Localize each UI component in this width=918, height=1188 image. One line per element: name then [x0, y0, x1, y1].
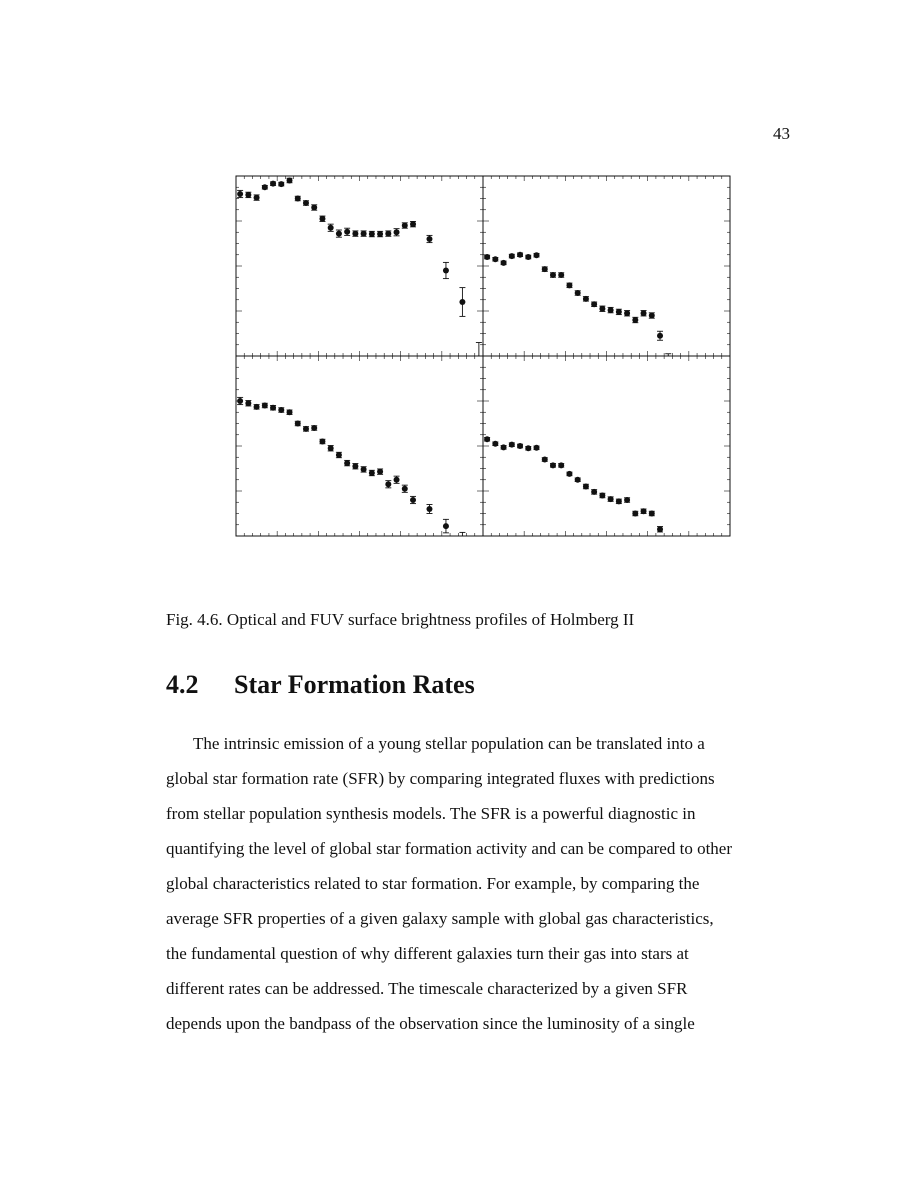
- data-point: [385, 231, 391, 237]
- data-point: [484, 254, 490, 260]
- data-point: [443, 523, 449, 529]
- data-point: [245, 192, 251, 198]
- data-point: [632, 511, 638, 517]
- data-point: [278, 407, 284, 413]
- data-point: [624, 497, 630, 503]
- data-point: [542, 457, 548, 463]
- data-point: [402, 223, 408, 229]
- data-point: [534, 252, 540, 258]
- data-point: [237, 191, 243, 197]
- section-title: Star Formation Rates: [234, 670, 475, 699]
- figure-caption: Fig. 4.6. Optical and FUV surface brightness profiles of Holmberg II: [166, 610, 635, 629]
- data-point: [525, 445, 531, 451]
- body-line: different rates can be addressed. The timescale characterized by a given SFR: [166, 979, 688, 998]
- data-point: [657, 333, 663, 339]
- data-point: [344, 460, 350, 466]
- data-point: [616, 309, 622, 315]
- data-point: [501, 444, 507, 450]
- data-point: [624, 310, 630, 316]
- data-point: [641, 310, 647, 316]
- body-line: quantifying the level of global star formation activity and can be compared to other: [166, 839, 733, 858]
- body-line: from stellar population synthesis models. The SFR is a powerful diagnostic in: [166, 804, 696, 823]
- data-point: [608, 307, 614, 313]
- body-line: the fundamental question of why different galaxies turn their gas into stars at: [166, 944, 689, 963]
- data-point: [245, 400, 251, 406]
- data-point: [501, 260, 507, 266]
- data-point: [566, 471, 572, 477]
- data-point: [303, 200, 309, 206]
- data-point: [550, 462, 556, 468]
- panel-frame-top-right: [483, 176, 730, 356]
- data-point: [426, 506, 432, 512]
- data-point: [328, 445, 334, 451]
- data-point: [534, 445, 540, 451]
- data-point: [394, 229, 400, 235]
- data-point: [262, 403, 268, 409]
- data-point: [278, 181, 284, 187]
- data-point: [311, 205, 317, 211]
- data-point: [361, 466, 367, 472]
- data-point: [550, 272, 556, 278]
- data-point: [583, 484, 589, 490]
- data-point: [525, 254, 531, 260]
- data-point: [632, 317, 638, 323]
- data-point: [336, 452, 342, 458]
- data-point: [311, 425, 317, 431]
- data-point: [237, 398, 243, 404]
- data-point: [303, 426, 309, 432]
- body-line: depends upon the bandpass of the observation since the luminosity of a single: [166, 1014, 695, 1033]
- data-point: [328, 225, 334, 231]
- data-point: [575, 290, 581, 296]
- data-point: [599, 493, 605, 499]
- data-point: [558, 272, 564, 278]
- data-point: [344, 229, 350, 235]
- data-point: [352, 231, 358, 237]
- data-point: [509, 253, 515, 259]
- data-point: [385, 481, 391, 487]
- body-line: The intrinsic emission of a young stellar population can be translated into a: [193, 734, 705, 753]
- data-point: [583, 296, 589, 302]
- data-point: [254, 404, 260, 410]
- data-point: [377, 231, 383, 237]
- data-point: [558, 462, 564, 468]
- data-point: [394, 477, 400, 483]
- data-point: [254, 195, 260, 201]
- panel-frame-bottom-left: [236, 356, 483, 536]
- figure-surface-brightness-profiles: [230, 170, 738, 540]
- data-point: [459, 299, 465, 305]
- data-point: [591, 301, 597, 307]
- data-point: [377, 469, 383, 475]
- data-point: [319, 439, 325, 445]
- data-point: [287, 178, 293, 184]
- data-point: [295, 196, 301, 202]
- data-point: [542, 266, 548, 272]
- data-point: [270, 181, 276, 187]
- data-point: [509, 442, 515, 448]
- data-point: [566, 282, 572, 288]
- body-line: global star formation rate (SFR) by comparing integrated fluxes with predictions: [166, 769, 715, 788]
- data-point: [608, 496, 614, 502]
- data-point: [575, 477, 581, 483]
- data-point: [402, 486, 408, 492]
- data-point: [410, 221, 416, 227]
- data-point: [492, 441, 498, 447]
- data-point: [295, 421, 301, 427]
- data-point: [369, 231, 375, 237]
- data-point: [426, 236, 432, 242]
- page-number: 43: [773, 124, 790, 143]
- data-point: [443, 268, 449, 274]
- section-number: 4.2: [166, 670, 199, 699]
- data-point: [657, 526, 663, 532]
- data-point: [287, 409, 293, 415]
- data-point: [599, 306, 605, 312]
- data-point: [319, 216, 325, 222]
- data-point: [649, 313, 655, 319]
- data-point: [492, 256, 498, 262]
- data-point: [369, 470, 375, 476]
- data-point: [352, 463, 358, 469]
- data-point: [591, 489, 597, 495]
- data-point: [270, 405, 276, 411]
- data-point: [361, 231, 367, 237]
- data-point: [517, 443, 523, 449]
- data-point: [517, 252, 523, 258]
- data-point: [641, 508, 647, 514]
- body-line: global characteristics related to star formation. For example, by comparing the: [166, 874, 700, 893]
- data-point: [262, 184, 268, 190]
- data-point: [649, 511, 655, 517]
- body-paragraph: [166, 726, 791, 1041]
- body-line: average SFR properties of a given galaxy sample with global gas characteristics,: [166, 909, 714, 928]
- data-point: [336, 231, 342, 237]
- data-point: [410, 497, 416, 503]
- data-point: [616, 498, 622, 504]
- data-point: [484, 436, 490, 442]
- section-heading: [166, 670, 475, 700]
